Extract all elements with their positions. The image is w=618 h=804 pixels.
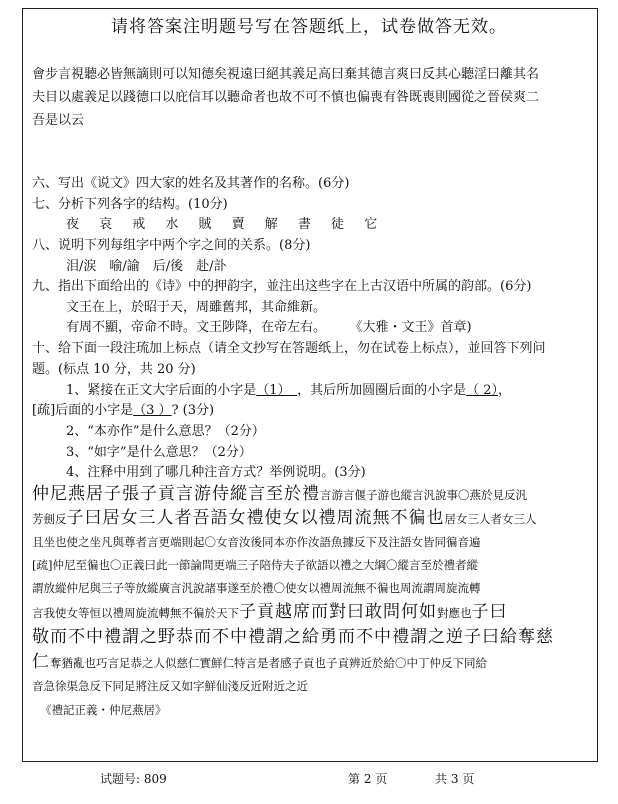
text-line <box>32 484 527 505</box>
exam-notice: 请将答案注明题号写在答题纸上，试卷做答无效。 <box>111 17 507 37</box>
text-line <box>32 652 487 673</box>
commentary-text: 奪猶亂也巧言足恭之人似慈仁實鮮仁特言是者感子貢也子貢辨近於給〇中丁仲反下同給 <box>50 656 487 670</box>
commentary-text: 音急徐渠急反下同足將注反又如字鮮仙淺反近附近之近 <box>32 679 308 693</box>
text-line <box>32 556 478 575</box>
text-line <box>32 677 308 696</box>
poem-line-2 <box>66 319 472 337</box>
text-line <box>32 508 537 529</box>
commentary-text: 謂放縱仲尼與三子等放縱廣言汎說諸事遂至於禮〇使女以禮周流無不徧也周流謂周旋流轉 <box>32 581 481 595</box>
blank-1: （1） <box>256 383 298 398</box>
text: [疏]后面的小字是 <box>32 403 134 418</box>
sub-question-4: 4、注释中用到了哪几种注音方式？举例说明。(3分) <box>66 465 366 480</box>
main-text: 仁 <box>32 652 50 672</box>
blank-3: （3 ） <box>133 403 172 418</box>
poem-source: 《大雅・文王》首章) <box>356 320 472 335</box>
commentary-text: 居女三人者女三人 <box>444 512 537 526</box>
text: ? (3分) <box>171 403 215 418</box>
question-7-chars: 夜 哀 戒 水 賊 賣 解 書 徒 它 <box>66 217 384 232</box>
commentary-text: 《禮記正義・仲尼燕居》 <box>40 703 167 717</box>
commentary-text: 芳劍反 <box>32 512 67 526</box>
main-text: 子曰居女三人者吾語女禮使女以禮周流無不徧也 <box>66 508 445 528</box>
question-9: 九、指出下面给出的《诗》中的押韵字，並注出这些字在上古汉语中所属的韵部。(6分) <box>32 279 532 294</box>
text-line <box>32 602 508 623</box>
main-text: 子貢越席而對曰敢問何如 <box>239 602 437 622</box>
text-line <box>32 627 554 648</box>
passage-line: 吾是以云 <box>32 113 85 128</box>
poem-line-1: 文王在上，於昭于天，周雖舊邦，其命維新。 <box>66 300 327 315</box>
commentary-text: 言我使女等恒以禮周旋流轉無不徧於天下 <box>32 606 239 620</box>
question-8: 八、说明下列每组字中两个字之间的关系。(8分) <box>32 238 311 253</box>
sub-question-2: 2、“本亦作”是什么意思？（2分） <box>66 424 265 439</box>
page-number: 第 2 页 <box>348 772 388 786</box>
text: 1、紧接在正文大字后面的小字是 <box>66 383 257 398</box>
main-text: 仲尼燕居子張子貢言游侍縱言至於禮 <box>32 484 320 504</box>
sub-question-1 <box>66 382 511 400</box>
poem-text: 有周不顯，帝命不時。文王陟降，在帝左右。 <box>66 320 327 335</box>
sub-question-3: 3、“如字”是什么意思？（2分） <box>66 445 252 460</box>
passage-line: 夫目以處義足以踐德口以庇信耳以聽命者也故不可不慎也偏喪有咎既喪則國從之晉侯爽二 <box>32 90 540 105</box>
page-total: 共 3 页 <box>435 772 475 786</box>
passage-line: 會步言視聽必皆無謫則可以知德矣視遠曰絕其義足高曰棄其德言爽曰反其心聽淫曰離其名 <box>32 67 540 82</box>
question-10: 十、给下面一段注琉加上标点（请全文抄写在答题纸上，勿在试卷上标点），並回答下列问 <box>32 341 546 356</box>
text: ，其后所加圆圈后面的小字是 <box>297 383 467 398</box>
question-10-cont: 题。(标点 10 分，共 20 分) <box>32 362 196 377</box>
commentary-text: 且坐也使之坐凡與尊者言更端則起〇女音汝後同本亦作汝語魚據反下及注語女皆同徧音遍 <box>32 535 481 549</box>
text-line <box>32 579 481 598</box>
sub-question-1-cont <box>32 402 214 420</box>
main-text: 子曰 <box>471 602 508 622</box>
text: ， <box>497 383 511 398</box>
blank-2: （ 2） <box>466 383 498 398</box>
question-6: 六、写出《说文》四大家的姓名及其著作的名称。(6分) <box>32 176 350 191</box>
text-line <box>40 701 167 720</box>
commentary-text: 言游言偃子游也縱言汎說事〇燕於見反汎 <box>320 488 527 502</box>
commentary-text: [疏]仲尼至徧也〇正義曰此一節論問更端三子陪侍夫子欲語以禮之大綱〇縱言至於禮者縱 <box>32 558 478 572</box>
question-8-pairs: 泪/涙 喻/諭 后/後 赴/訃 <box>66 259 227 274</box>
commentary-text: 對應也 <box>437 606 472 620</box>
exam-number: 试题号: 809 <box>100 772 167 786</box>
text-line <box>32 533 481 552</box>
main-text: 敬而不中禮謂之野恭而不中禮謂之給勇而不中禮謂之逆子曰給奪慈 <box>32 627 554 647</box>
question-7: 七、分析下列各字的结构。(10分) <box>32 197 228 212</box>
